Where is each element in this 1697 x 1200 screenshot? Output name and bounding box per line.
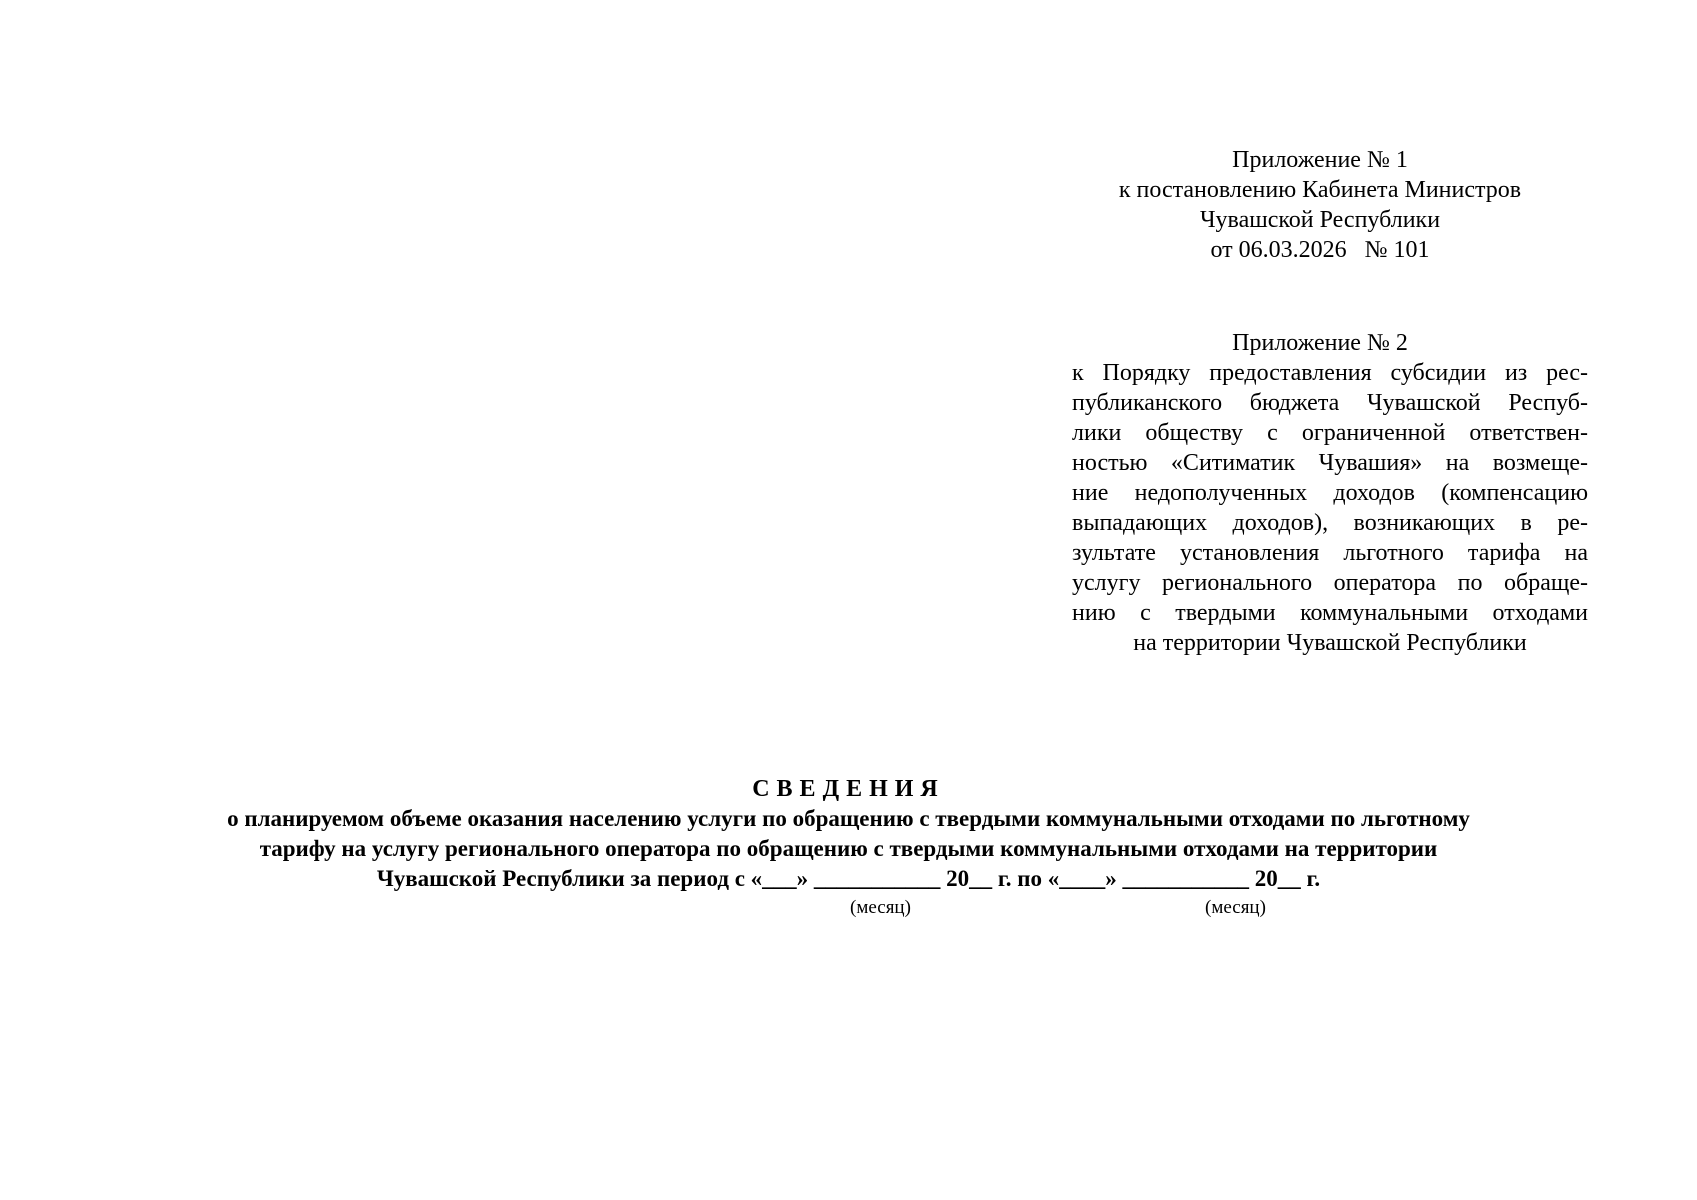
appendix-1-block xyxy=(1070,145,1570,265)
appendix-2-line: нию с твердыми коммунальными отходами xyxy=(1072,600,1588,626)
appendix-2-line: ностью «Ситиматик Чувашия» на возмеще- xyxy=(1072,450,1588,476)
appendix-2-line: к Порядку предоставления субсидии из рес- xyxy=(1072,360,1588,386)
appendix-2-text-block xyxy=(1072,358,1588,658)
appendix-2-line: ние недополученных доходов (компенсацию xyxy=(1072,480,1588,506)
appendix-1-line: к постановлению Кабинета Министров xyxy=(1118,177,1522,203)
document-heading: СВЕДЕНИЯ xyxy=(752,776,945,802)
appendix-2-line: зультате установления льготного тарифа на xyxy=(1072,540,1588,566)
appendix-1-line: Чувашской Республики xyxy=(1199,207,1441,233)
appendix-2-line: лики обществу с ограниченной ответствен- xyxy=(1072,420,1588,446)
subheading-line: тарифу на услугу регионального оператора по обращению с твердыми коммунальными отходами на территории xyxy=(259,836,1438,861)
appendix-1-title: Приложение № 1 xyxy=(1232,147,1408,173)
appendix-2-title: Приложение № 2 xyxy=(1232,330,1408,356)
appendix-2-line: на территории Чувашской Республики xyxy=(1133,630,1527,656)
appendix-2-line: услугу регионального оператора по обраще- xyxy=(1072,570,1588,596)
document-subheading xyxy=(0,804,1697,894)
month-hint-start: (месяц) xyxy=(850,897,911,918)
appendix-2-line: публиканского бюджета Чувашской Респуб- xyxy=(1072,390,1588,416)
month-hint-end: (месяц) xyxy=(1205,897,1266,918)
appendix-1-date-number: от 06.03.2026 № 101 xyxy=(1210,237,1430,263)
subheading-line: о планируемом объеме оказания населению услуги по обращению с твердыми коммунальными отходами по льготному xyxy=(227,806,1470,831)
subheading-period-line: Чувашской Республики за период с «___» ___________ 20__ г. по «____» ___________ 20__ г. xyxy=(376,866,1321,891)
appendix-2-line: выпадающих доходов), возникающих в ре- xyxy=(1072,510,1588,536)
